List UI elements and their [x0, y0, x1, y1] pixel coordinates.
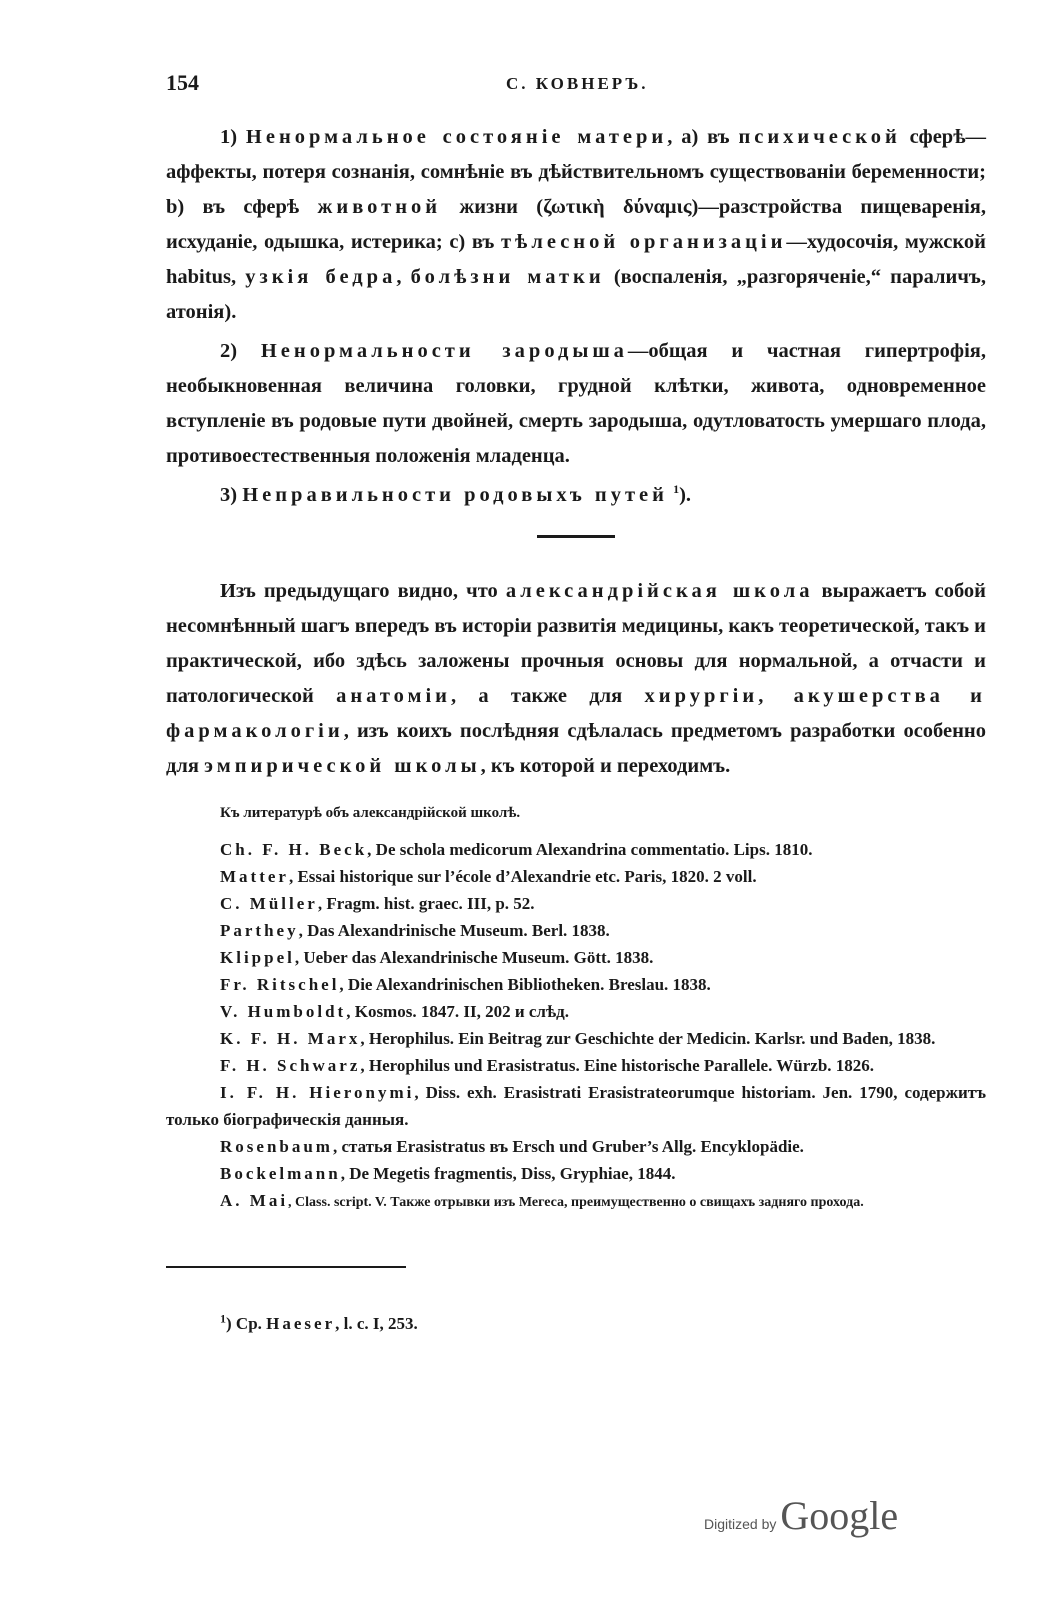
digitized-watermark	[704, 1492, 898, 1539]
literature-entry: Ch. F. H. Beck, De schola medicorum Alexandrina commentatio. Lips. 1810.	[220, 840, 813, 859]
term: анатоміи	[336, 685, 451, 707]
watermark-label: Digitized by	[704, 1516, 777, 1532]
footnote: $^1$) Ср. Haeser, l. c. I, 253.	[220, 1311, 418, 1333]
term: тѣлесной организаціи	[500, 231, 787, 253]
term: узкія бедра	[245, 266, 397, 288]
literature-entry: Klippel, Ueber das Alexandrinische Museum. Gött. 1838.	[220, 948, 654, 967]
google-logo: Google	[780, 1493, 899, 1538]
term: Ненормальное состояніе матери	[245, 126, 668, 148]
entry-author: C. Müller	[220, 894, 318, 913]
literature-list	[166, 836, 986, 1216]
term: животной	[317, 196, 442, 218]
literature-entry: Matter, Essai historique sur l’école d’Alexandrie etc. Paris, 1820. 2 voll.	[220, 867, 757, 886]
term: болѣзни матки	[410, 266, 605, 288]
term: психической	[738, 126, 901, 148]
entry-author: Klippel	[220, 948, 295, 967]
conclusion-paragraph: Изъ предыдущаго видно, что александрійская школа выражаетъ собой несомнѣнный шагъ впередъ въ исторіи развитія медицины, какъ теоретической, такъ и практической, ибо здѣсь заложены прочныя основы для нормальной, а отчасти и патологической анатоміи, а также для хирургіи, акушерства и фармакологіи, изъ коихъ послѣдняя сдѣлалась предметомъ разработки особенно для эмпирической школы, къ которой и переходимъ.	[166, 580, 986, 777]
footnote-marker: 1	[220, 1311, 226, 1326]
paragraph-2: 2) Ненормальности зародыша—общая и частная гипертрофія, необыкновенная величина головки, грудной клѣтки, живота, одновременное вступленіе въ родовые пути двойней, смерть зародыша, одутловатость умершаго плода, противоестественныя положенія младенца.	[166, 340, 987, 467]
literature-heading: Къ литературѣ объ александрійской школѣ.	[220, 805, 521, 821]
literature-entry: A. Mai, Class. script. V. Также отрывки изъ Мегеса, преимущественно о свищахъ задняго прохода.	[220, 1191, 864, 1210]
footnote-ref: 1	[673, 482, 680, 497]
literature-entry: Bockelmann, De Megetis fragmentis, Diss, Gryphiae, 1844.	[220, 1164, 676, 1183]
term: эмпирической школы	[204, 755, 481, 777]
literature-entry: V. Humboldt, Kosmos. 1847. II, 202 и слѣд.	[220, 1002, 569, 1021]
entry-author: Ch. F. H. Beck	[220, 840, 368, 859]
literature-entry: Parthey, Das Alexandrinische Museum. Berl. 1838.	[220, 921, 610, 940]
entry-author: K. F. H. Marx	[220, 1029, 361, 1048]
paragraph-1: 1) Ненормальное состояніе матери, а) въ психической сферѣ—аффекты, потеря сознанія, сомнѣніе въ дѣйствительномъ существованіи беременности; b) въ сферѣ животной жизни (ζωτικὴ δύναμις)—разстройства пищеваренія, исхуданіе, одышка, истерика; с) въ тѣлесной организаціи—худосочія, мужской habitus, узкія бедра, болѣзни матки (воспаленія, „разгоряченіе,“ параличъ, атонія).	[166, 126, 986, 323]
running-head: С. КОВНЕРЪ.	[506, 74, 649, 93]
document-page	[166, 60, 986, 1334]
term: Ненормальности зародыша	[260, 340, 628, 362]
entry-author: V. Humboldt	[220, 1002, 347, 1021]
literature-entry: C. Müller, Fragm. hist. graec. III, p. 52.	[220, 894, 535, 913]
entry-author: Fr. Ritschel	[220, 975, 340, 994]
page-header	[166, 60, 986, 100]
entry-author: I. F. H. Hieronymi	[220, 1083, 415, 1102]
literature-entry: Fr. Ritschel, Die Alexandrinischen Bibliotheken. Breslau. 1838.	[220, 975, 711, 994]
entry-author: Parthey	[220, 921, 299, 940]
literature-entry: K. F. H. Marx, Herophilus. Ein Beitrag zur Geschichte der Medicin. Karlsr. und Baden, 1838.	[220, 1029, 936, 1048]
entry-author: A. Mai	[220, 1191, 289, 1210]
page-number: 154	[166, 70, 199, 95]
footnote-author: Haeser	[266, 1314, 336, 1333]
term: александрійская школа	[505, 580, 814, 602]
entry-author: F. H. Schwarz	[220, 1056, 361, 1075]
entry-author: Matter	[220, 867, 289, 886]
paragraph-3: 3) Неправильности родовыхъ путей $^1$).	[220, 482, 692, 506]
entry-author: Bockelmann	[220, 1164, 341, 1183]
footnote-rule	[166, 1266, 406, 1268]
term: хирургіи, акушерства и фармакологіи	[166, 685, 986, 742]
literature-entry: F. H. Schwarz, Herophilus und Erasistratus. Eine historische Parallele. Würzb. 1826.	[220, 1056, 875, 1075]
literature-entry: Rosenbaum, статья Erasistratus въ Ersch und Gruber’s Allg. Encyklopädie.	[220, 1137, 804, 1156]
literature-entry: I. F. H. Hieronymi, Diss. exh. Erasistrati Erasistrateorumque historiam. Jen. 1790, содержитъ только біографическія данныя.	[166, 1083, 987, 1129]
entry-author: Rosenbaum	[220, 1137, 333, 1156]
term: Неправильности родовыхъ путей	[242, 484, 668, 506]
section-divider	[537, 535, 615, 538]
main-text	[166, 120, 986, 784]
